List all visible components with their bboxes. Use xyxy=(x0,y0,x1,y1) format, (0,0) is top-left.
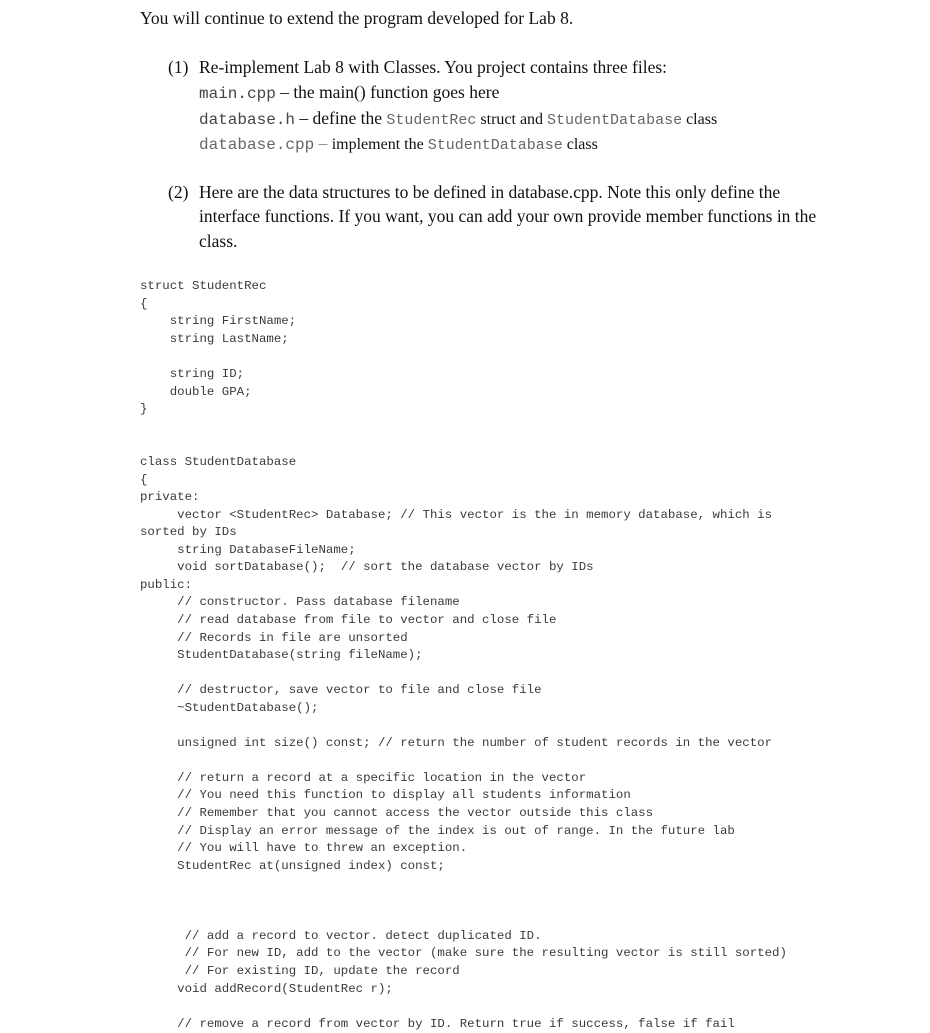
code-line: sorted by IDs xyxy=(140,525,237,540)
code-line: string DatabaseFileName; xyxy=(140,542,356,557)
code-line: // constructor. Pass database filename xyxy=(140,595,460,610)
file-name: database.cpp xyxy=(199,136,315,154)
code-line: void sortDatabase(); // sort the database vector by IDs xyxy=(140,560,594,575)
code-line: // read database from file to vector and close file xyxy=(140,612,557,627)
code-line: // Display an error message of the index is out of range. In the future lab xyxy=(140,823,735,838)
file-main-cpp xyxy=(199,82,499,103)
code-line: unsigned int size() const; // return the number of student records in the vector xyxy=(140,735,773,750)
code-ref: StudentRec xyxy=(386,112,477,129)
code-line: // add a record to vector. detect duplicated ID. xyxy=(140,928,542,943)
code-line: // You will have to threw an exception. xyxy=(140,841,468,856)
code-line: // For new ID, add to the vector (make sure the resulting vector is still sorted) xyxy=(140,946,787,961)
code-line: // Remember that you cannot access the vector outside this class xyxy=(140,806,654,820)
item2-line: interface functions. If you want, you can add your own provide member functions in the xyxy=(199,206,817,226)
code-ref: StudentDatabase xyxy=(427,137,563,154)
code-line: StudentRec at(unsigned index) const; xyxy=(140,858,445,873)
code-line: struct StudentRec xyxy=(140,279,267,293)
file-desc: implement the xyxy=(331,136,428,153)
file-desc: struct and xyxy=(476,111,548,128)
code-line: public: xyxy=(140,577,193,592)
code-line: { xyxy=(140,472,148,487)
file-name: database.h xyxy=(199,111,296,129)
code-line: void addRecord(StudentRec r); xyxy=(140,981,393,996)
code-line: class StudentDatabase xyxy=(140,455,297,469)
code-line: ~StudentDatabase(); xyxy=(140,700,319,715)
code-line: // destructor, save vector to file and close file xyxy=(140,683,542,698)
code-line: vector <StudentRec> Database; // This vector is the in memory database, which is xyxy=(140,507,773,522)
item2-line: class. xyxy=(199,231,238,251)
file-sep: – xyxy=(314,133,332,153)
code-line: // remove a record from vector by ID. Return true if success, false if fail xyxy=(140,1016,735,1031)
file-sep: – xyxy=(295,108,313,128)
code-line: string LastName; xyxy=(140,331,289,346)
code-ref: StudentDatabase xyxy=(547,112,683,129)
code-line: string ID; xyxy=(140,367,245,381)
file-desc: class xyxy=(682,111,718,128)
file-desc: the main() function goes here xyxy=(293,82,500,102)
file-sep: – xyxy=(275,82,294,102)
code-line: } xyxy=(140,402,148,417)
code-line: double GPA; xyxy=(140,384,252,399)
intro-text: You will continue to extend the program developed for Lab 8. xyxy=(140,8,574,28)
file-database-h xyxy=(199,108,717,129)
code-line: // You need this function to display all students information xyxy=(140,788,631,803)
file-database-cpp xyxy=(199,133,598,154)
file-desc: class xyxy=(562,136,598,153)
code-line: // Records in file are unsorted xyxy=(140,630,408,645)
item1-number: (1) xyxy=(168,57,189,77)
item1-text: Re-implement Lab 8 with Classes. You project contains three files: xyxy=(199,57,668,77)
code-line: private: xyxy=(140,490,200,505)
code-line: StudentDatabase(string fileName); xyxy=(140,648,423,663)
item2-number: (2) xyxy=(168,182,189,202)
item2-line: Here are the data structures to be defined in database.cpp. Note this only define the xyxy=(199,182,781,202)
code-line: string FirstName; xyxy=(140,314,297,329)
code-line: // For existing ID, update the record xyxy=(140,963,460,978)
code-line: { xyxy=(140,296,148,311)
file-desc: define the xyxy=(312,108,387,128)
file-name: main.cpp xyxy=(199,85,276,103)
code-line: // return a record at a specific location in the vector xyxy=(140,770,587,785)
